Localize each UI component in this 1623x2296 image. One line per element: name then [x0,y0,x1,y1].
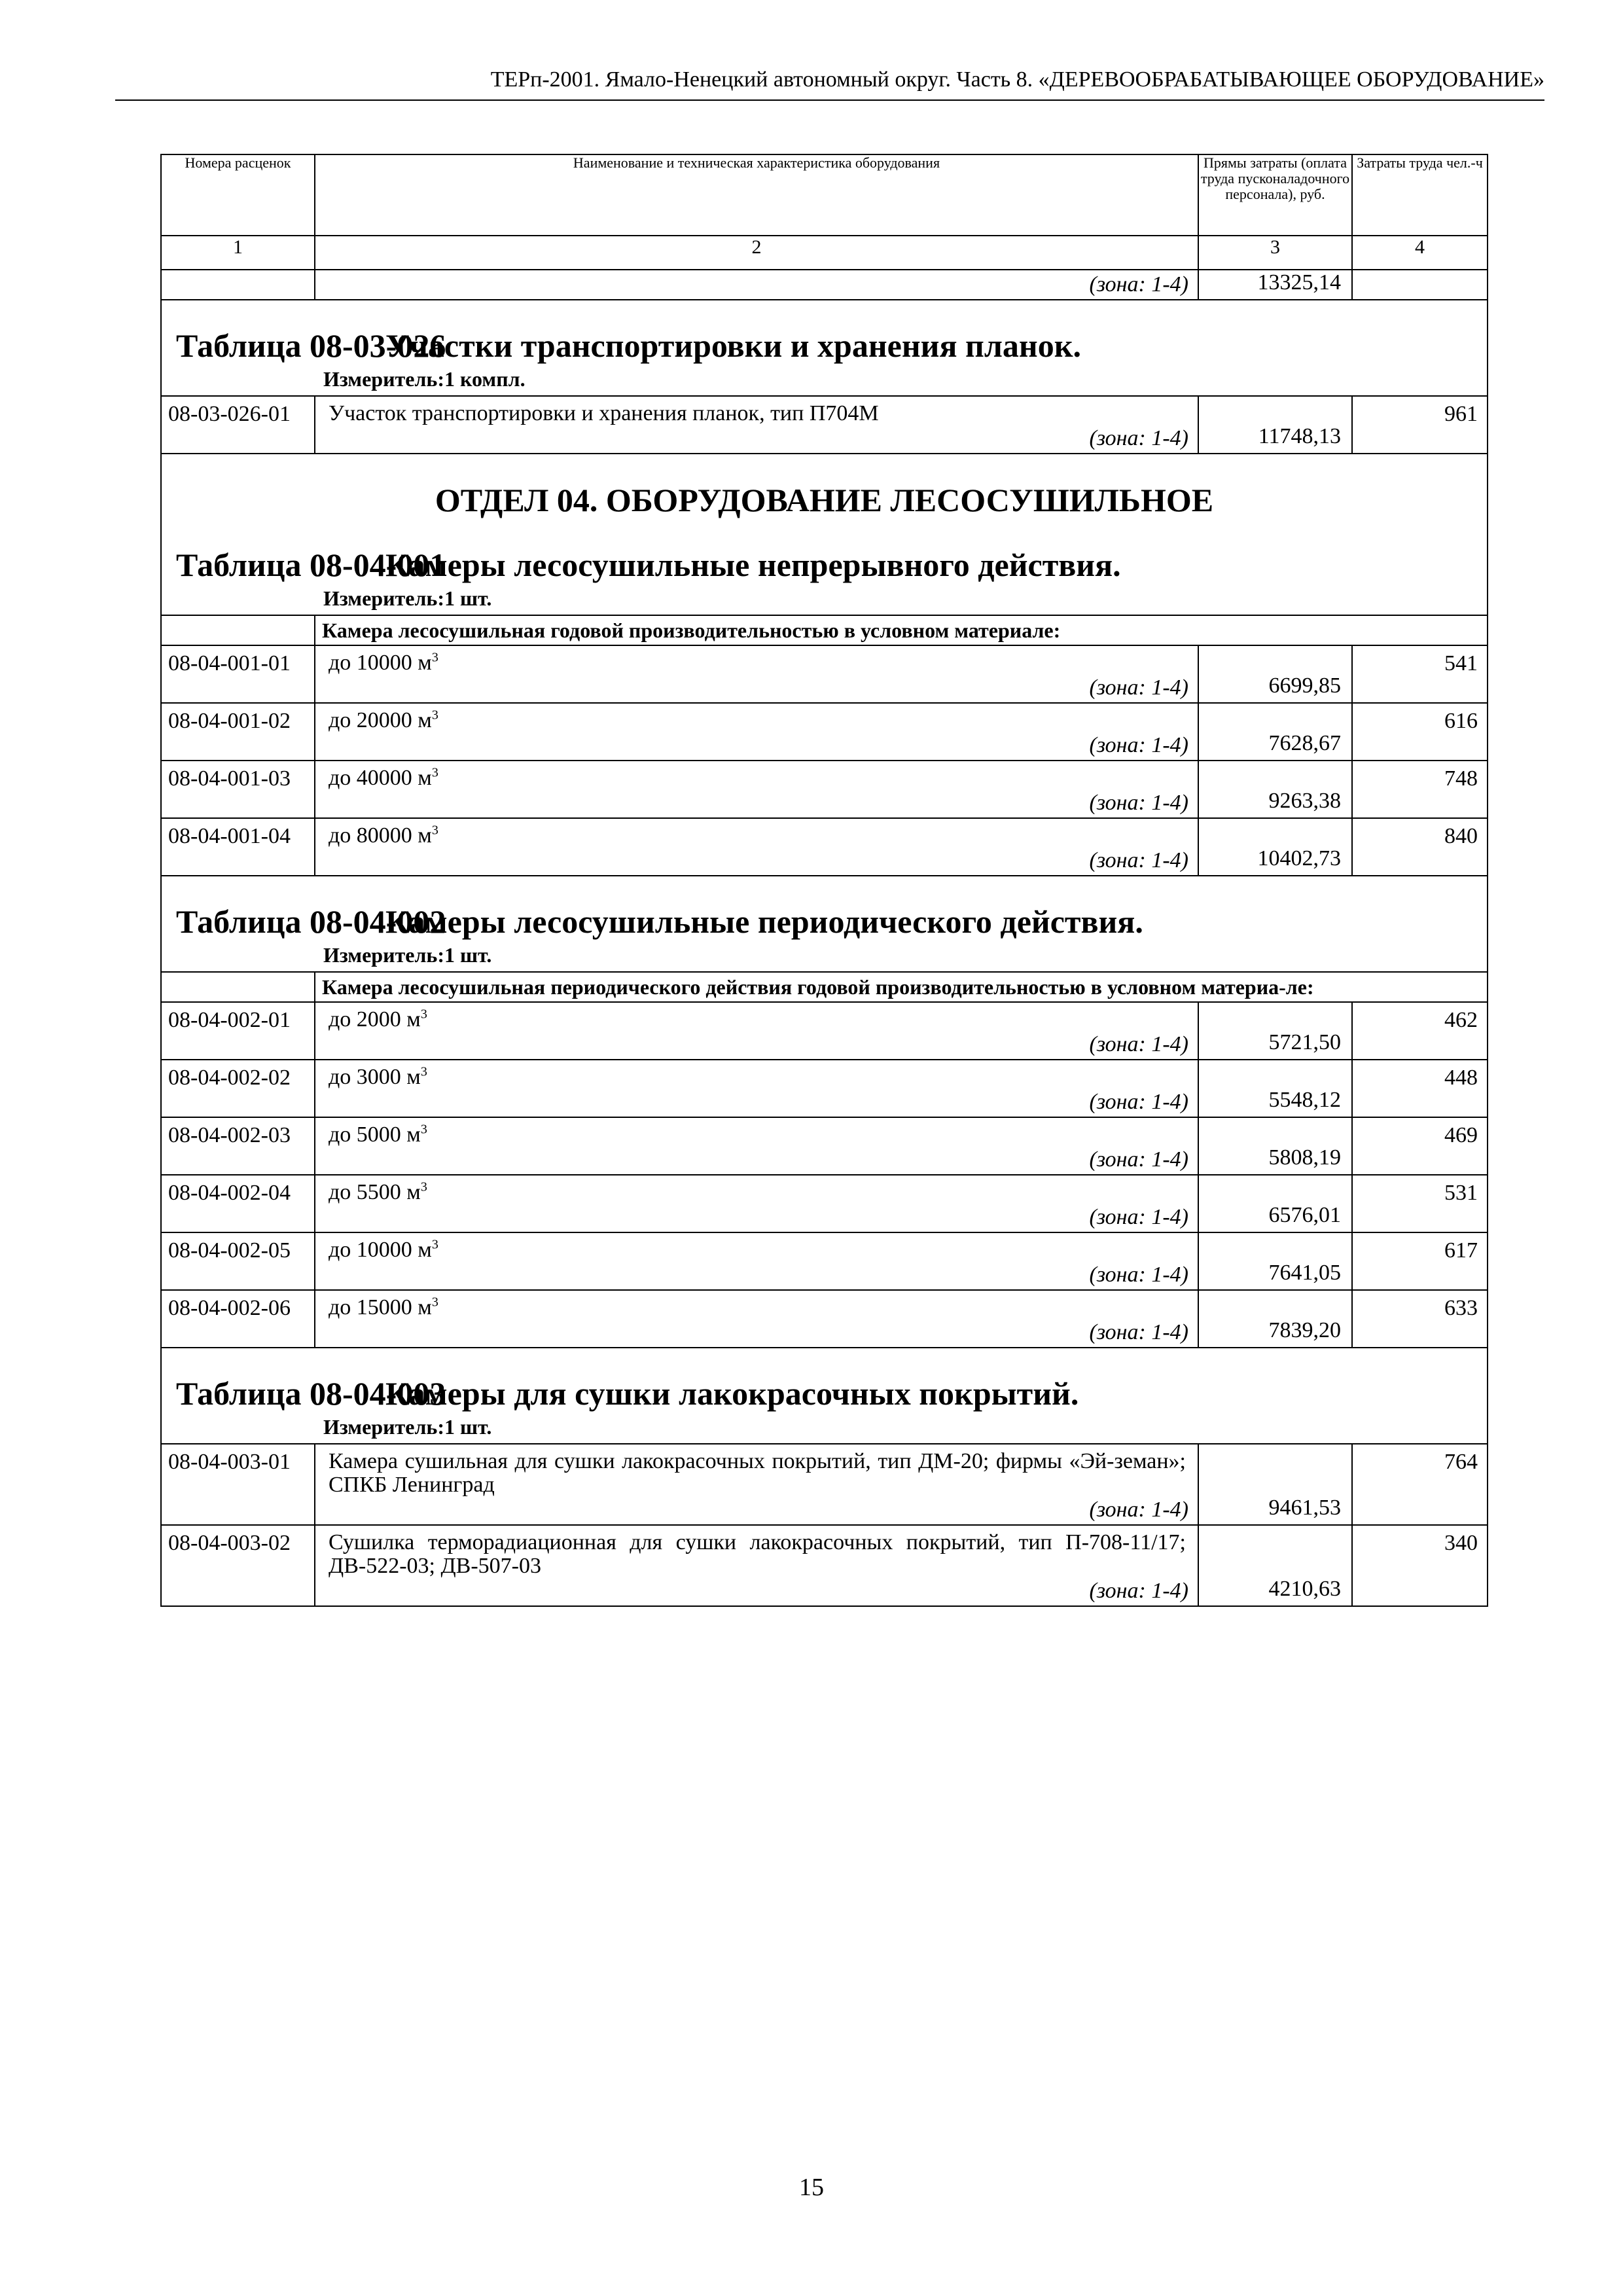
item-name [315,646,1198,675]
table-title-text: Участки транспортировки и хранения планок. [385,327,1082,364]
labor-cell: 541 [1352,645,1488,703]
item-name-text: до 20000 м [329,708,432,732]
unit-exponent: 3 [431,1237,438,1252]
cost-cell: 7839,20 [1198,1290,1352,1348]
item-name-cell [315,1117,1198,1175]
col-number: 3 [1198,236,1352,270]
table-title-text: Камеры для сушки лакокрасочных покрытий. [385,1375,1079,1412]
labor-cell: 633 [1352,1290,1488,1348]
zone-label: (зона: 1-4) [1089,1320,1188,1344]
cost-cell: 5548,12 [1198,1060,1352,1117]
zone-label: (зона: 1-4) [1089,791,1188,815]
section-cell [161,1348,1488,1444]
zone-label: (зона: 1-4) [1089,272,1188,296]
empty-cell [161,615,315,645]
zone-label: (зона: 1-4) [1089,675,1188,700]
item-name [315,1175,1198,1204]
subhead-text: Камера лесосушильная годовой производительностью в условном материале: [315,615,1488,645]
table-body [161,300,1488,1606]
rate-code: 08-04-001-02 [161,703,315,761]
labor-cell: 340 [1352,1525,1488,1606]
unit-exponent: 3 [431,1295,438,1310]
item-name-text: Камера сушильная для сушки лакокрасочных покрытий, тип ДМ-20; фирмы «Эй-земан»; СПКБ Ленинград [329,1449,1186,1497]
unit-exponent: 3 [420,1122,427,1137]
zone-label: (зона: 1-4) [1089,1147,1188,1172]
col-number: 1 [161,236,315,270]
department-cell [161,454,1488,615]
cost-cell: 6699,85 [1198,645,1352,703]
unit-exponent: 3 [420,1179,427,1194]
measure-unit: Измеритель:1 компл. [323,367,526,391]
item-name-cell [315,396,1198,454]
item-name-text: Сушилка терморадиационная для сушки лакокрасочных покрытий, тип П-708-11/17; ДВ-522-03; ДВ-507-03 [329,1530,1186,1578]
zone-label: (зона: 1-4) [1089,1579,1188,1603]
labor-cell: 840 [1352,818,1488,876]
measure-unit: Измеритель:1 шт. [323,1415,492,1439]
table-row [161,1060,1488,1117]
table-title [162,1348,1487,1412]
rate-code: 08-04-002-05 [161,1232,315,1290]
item-name [315,704,1198,732]
rate-code: 08-04-001-04 [161,818,315,876]
zone-label: (зона: 1-4) [1089,1032,1188,1056]
table-row [161,1525,1488,1606]
cost-cell: 4210,63 [1198,1525,1352,1606]
table-row [161,1444,1488,1525]
labor-cell: 531 [1352,1175,1488,1232]
zone-label: (зона: 1-4) [1089,1090,1188,1114]
item-name [315,1233,1198,1262]
table-row [161,396,1488,454]
item-name-text: до 10000 м [329,651,432,675]
zone-label: (зона: 1-4) [1089,848,1188,872]
table-row [161,1232,1488,1290]
department-row [161,454,1488,615]
item-name-cell [315,1232,1198,1290]
table-title-text: Камеры лесосушильные периодического действия. [385,903,1143,940]
item-name-text: до 3000 м [329,1065,421,1089]
table-title [162,520,1487,584]
table-row [161,818,1488,876]
col-header-labor: Затраты труда чел.-ч [1352,154,1488,236]
item-name [315,1060,1198,1089]
table-title [162,876,1487,941]
table-number: Таблица 08-04-003 [176,1375,446,1412]
item-name-text: до 15000 м [329,1295,432,1319]
section-cell [161,876,1488,972]
cost-cell: 10402,73 [1198,818,1352,876]
labor-cell: 462 [1352,1002,1488,1060]
cost-cell: 7641,05 [1198,1232,1352,1290]
item-name-cell [315,818,1198,876]
item-name-text: до 10000 м [329,1238,432,1262]
table-row [161,645,1488,703]
labor-cell: 448 [1352,1060,1488,1117]
cost-cell: 9263,38 [1198,761,1352,818]
rate-code: 08-04-002-04 [161,1175,315,1232]
item-name-cell [315,1175,1198,1232]
continuation-row [161,270,1488,300]
section-cell [161,300,1488,396]
table-number: Таблица 08-04-002 [176,903,446,940]
item-name-text: Участок транспортировки и хранения планок, тип П704М [329,401,879,425]
cost-cell: 9461,53 [1198,1444,1352,1525]
labor-cell: 961 [1352,396,1488,454]
col-header-codes: Номера расценок [161,154,315,236]
item-name-text: до 40000 м [329,766,432,790]
unit-exponent: 3 [431,765,438,780]
labor-cell: 748 [1352,761,1488,818]
item-name [315,819,1198,848]
rate-code: 08-03-026-01 [161,396,315,454]
unit-exponent: 3 [431,708,438,723]
item-name-cell [315,1525,1198,1606]
rates-table [160,154,1488,1607]
item-name [315,1444,1198,1497]
page-number: 15 [799,2174,824,2201]
unit-exponent: 3 [431,650,438,665]
table-title [162,300,1487,365]
labor-cell: 616 [1352,703,1488,761]
item-name-text: до 80000 м [329,823,432,848]
column-number-row [161,236,1488,270]
table-row [161,1117,1488,1175]
empty-cell [161,972,315,1002]
item-name [315,1526,1198,1578]
col-header-direct-costs: Прямы затраты (оплата труда пусконаладочного персонала), руб. [1198,154,1352,236]
rate-code: 08-04-003-02 [161,1525,315,1606]
subhead-text: Камера лесосушильная периодического действия годовой производительностью в условном материа-ле: [315,972,1488,1002]
col-number: 2 [315,236,1198,270]
department-title: ОТДЕЛ 04. ОБОРУДОВАНИЕ ЛЕСОСУШИЛЬНОЕ [435,482,1214,518]
zone-label: (зона: 1-4) [1089,733,1188,757]
table-number: Таблица 08-03-026 [176,327,446,364]
table-title-text: Камеры лесосушильные непрерывного действия. [385,547,1121,583]
rate-code: 08-04-002-02 [161,1060,315,1117]
rate-code: 08-04-002-06 [161,1290,315,1348]
table-number: Таблица 08-04-001 [176,547,446,583]
col-number: 4 [1352,236,1488,270]
subhead-row [161,615,1488,645]
item-name-cell [315,1002,1198,1060]
item-name-cell [315,1290,1198,1348]
cost-cell: 7628,67 [1198,703,1352,761]
unit-exponent: 3 [420,1007,427,1022]
rate-code: 08-04-002-01 [161,1002,315,1060]
table-row [161,761,1488,818]
item-name-cell [315,1444,1198,1525]
measure-unit: Измеритель:1 шт. [323,586,492,610]
cost-cell: 6576,01 [1198,1175,1352,1232]
item-name [315,1291,1198,1319]
table-row [161,1290,1488,1348]
subhead-row [161,972,1488,1002]
cost-cell: 11748,13 [1198,396,1352,454]
measure-unit: Измеритель:1 шт. [323,943,492,967]
cost-cell: 5808,19 [1198,1117,1352,1175]
running-header: ТЕРп-2001. Ямало-Ненецкий автономный округ. Часть 8. «ДЕРЕВООБРАБАТЫВАЮЩЕЕ ОБОРУДОВАНИЕ» [115,65,1544,101]
item-name [315,1003,1198,1031]
table-section-header [161,300,1488,396]
table-row [161,1002,1488,1060]
item-name [315,397,1198,425]
column-header-row [161,154,1488,236]
zone-label: (зона: 1-4) [1089,1498,1188,1522]
rate-code: 08-04-001-01 [161,645,315,703]
rate-code: 08-04-001-03 [161,761,315,818]
zone-label: (зона: 1-4) [1089,1205,1188,1229]
item-name-text: до 5500 м [329,1180,421,1204]
item-name-cell [315,1060,1198,1117]
unit-exponent: 3 [420,1064,427,1079]
item-name-cell [315,703,1198,761]
unit-exponent: 3 [431,823,438,838]
zone-label: (зона: 1-4) [1089,1263,1188,1287]
item-name-cell [315,761,1198,818]
cost-cell: 13325,14 [1198,270,1352,300]
cost-cell: 5721,50 [1198,1002,1352,1060]
table-section-header [161,876,1488,972]
table-section-header [161,1348,1488,1444]
table-row [161,1175,1488,1232]
zone-label: (зона: 1-4) [1089,426,1188,450]
item-name-text: до 5000 м [329,1122,421,1147]
labor-cell: 764 [1352,1444,1488,1525]
col-header-name: Наименование и техническая характеристика оборудования [315,154,1198,236]
item-name [315,1118,1198,1147]
labor-cell: 469 [1352,1117,1488,1175]
item-name-cell [315,645,1198,703]
rate-code: 08-04-003-01 [161,1444,315,1525]
rate-code: 08-04-002-03 [161,1117,315,1175]
item-name-text: до 2000 м [329,1007,421,1031]
item-name [315,761,1198,790]
table-row [161,703,1488,761]
labor-cell: 617 [1352,1232,1488,1290]
